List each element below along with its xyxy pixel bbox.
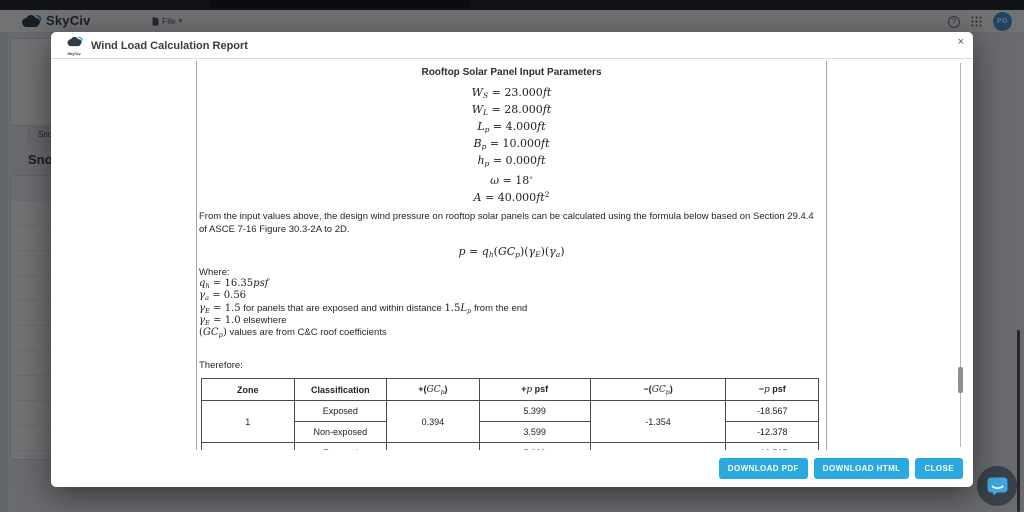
where-gamma-e-elsewhere: $\gamma_E = 1.0$ elsewhere (199, 314, 287, 327)
where-gamma-a: $\gamma_a = 0.56$ (199, 290, 247, 303)
report-section-title: Rooftop Solar Panel Input Parameters (421, 67, 602, 78)
neg-gcp-cell (590, 443, 726, 450)
browser-scrollbar-thumb[interactable] (1017, 330, 1020, 512)
results-table (201, 378, 819, 450)
brand-name-small: SkyCiv (67, 51, 81, 56)
classification-cell: Non-exposed (294, 422, 387, 443)
modal-header (51, 32, 973, 59)
col-zone: Zone (202, 379, 295, 401)
classification-cell: Exposed (294, 401, 387, 422)
therefore-label: Therefore: (199, 360, 243, 372)
modal-scrollbar-thumb[interactable] (958, 367, 963, 393)
neg-gcp-cell: -1.354 (590, 401, 726, 443)
pos-gcp-cell (387, 443, 480, 450)
modal-footer (51, 450, 973, 487)
modal-body (51, 59, 973, 450)
param-ws: $W_S = 23.000ft$ (471, 86, 552, 100)
modal-title: Wind Load Calculation Report (91, 40, 248, 52)
param-area: $A = 40.000ft^2$ (473, 190, 550, 204)
report-document (197, 59, 826, 450)
where-gcp-note: $(GC_p)$ values are from C&C roof coefficients (199, 327, 387, 340)
pos-p-cell: 3.599 (479, 422, 590, 443)
neg-p-cell (726, 443, 819, 450)
param-omega: ω = 18∘ (490, 173, 533, 187)
table-row (202, 443, 819, 450)
pressure-formula: $p = q_h(GC_p)(\gamma_E)(\gamma_a)$ (458, 244, 565, 259)
wind-load-report-modal (51, 32, 973, 487)
zone-cell: 1 (202, 401, 295, 443)
pos-p-cell: 5.399 (479, 401, 590, 422)
zone-cell (202, 443, 295, 450)
neg-p-cell: -18.567 (726, 401, 819, 422)
skyciv-cloud-icon (66, 36, 83, 47)
chat-launcher[interactable] (977, 466, 1017, 506)
close-icon[interactable]: × (957, 36, 964, 48)
input-parameters-block (197, 84, 826, 203)
col-pos-gcp: $+(GC_p)$ (387, 379, 480, 401)
param-wl: $W_L = 28.000ft$ (471, 103, 552, 117)
where-label: Where: (199, 266, 230, 278)
neg-p-cell: -12.378 (726, 422, 819, 443)
col-pos-p: +p psf (479, 379, 590, 401)
where-qh: $q_h = 16.35psf$ (199, 277, 269, 290)
classification-cell (294, 443, 387, 450)
download-pdf-button[interactable]: DOWNLOAD PDF (719, 458, 808, 479)
intro-paragraph: From the input values above, the design wind pressure on rooftop solar panels can be calculated using the formula below based on Section 29.4.4 of ASCE 7-16 Figure 30.3-2A to 2D. (199, 211, 814, 236)
table-header-row (202, 379, 819, 401)
download-html-button[interactable]: DOWNLOAD HTML (814, 458, 910, 479)
skyciv-logo-small (62, 35, 86, 56)
table-row (202, 401, 819, 422)
pos-gcp-cell: 0.394 (387, 401, 480, 443)
col-neg-p: −p psf (726, 379, 819, 401)
where-gamma-e-exposed: $\gamma_E = 1.5$ for panels that are exposed and within distance $1.5L_p$ from the end (199, 302, 528, 315)
chat-bubble-icon (987, 477, 1008, 496)
pos-p-cell (479, 443, 590, 450)
report-page-right-border (826, 61, 827, 450)
param-lp: $L_p = 4.000ft$ (477, 120, 546, 134)
close-button[interactable]: CLOSE (915, 458, 963, 479)
col-classification: Classification (294, 379, 387, 401)
param-hp: $h_p = 0.000ft$ (477, 154, 546, 168)
where-block (197, 268, 826, 340)
col-neg-gcp: $-(GC_p)$ (590, 379, 726, 401)
param-bp: $B_p = 10.000ft$ (473, 137, 550, 151)
table-row (202, 422, 819, 443)
